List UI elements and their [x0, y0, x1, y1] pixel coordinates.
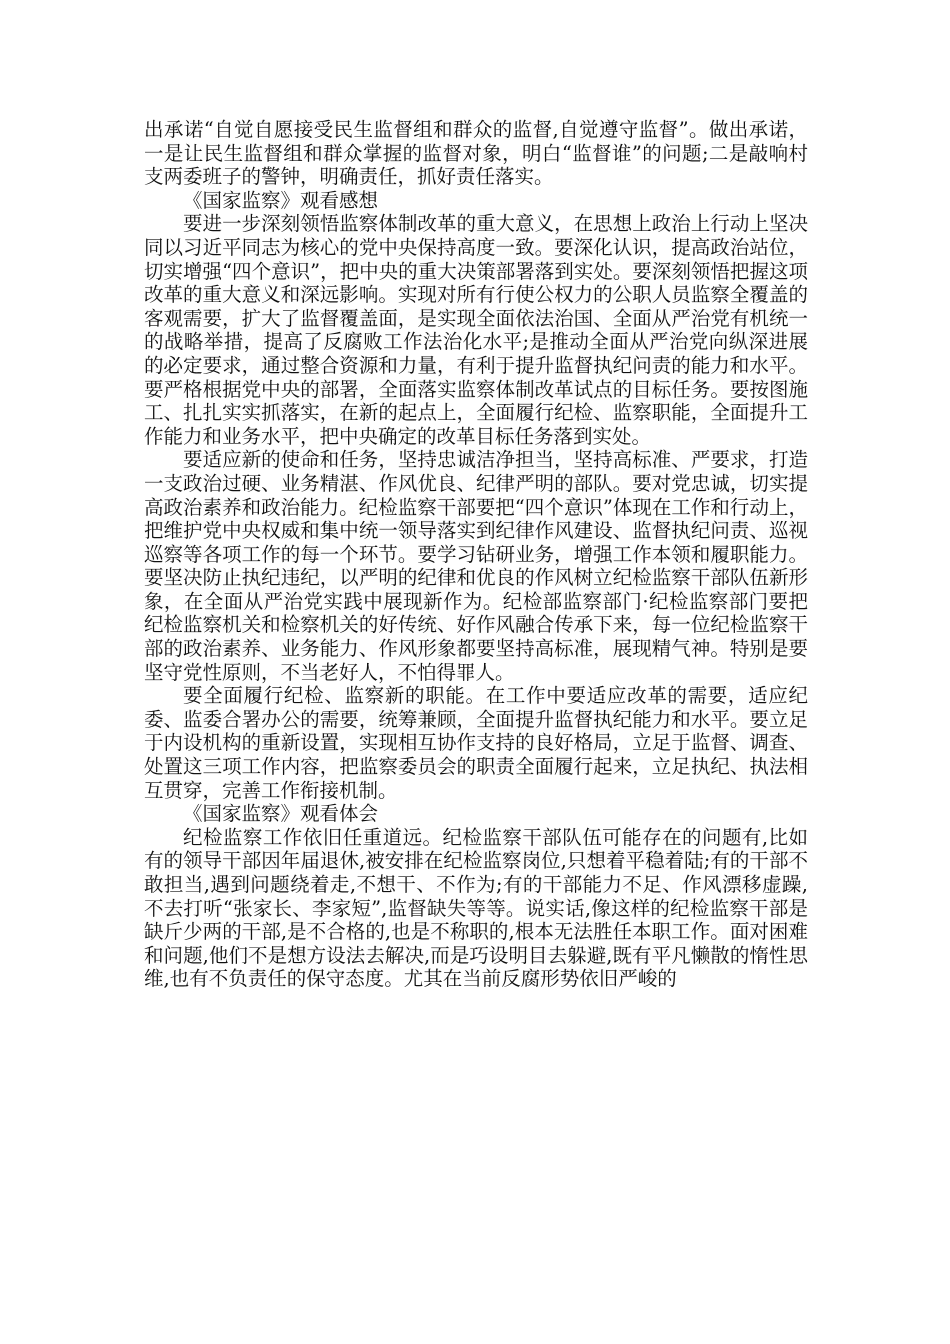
- paragraph: 出承诺“自觉自愿接受民生监督组和群众的监督,自觉遵守监督”。做出承诺，一是让民生监督组和群众掌握的监督对象，明白“监督谁”的问题;二是敲响村支两委班子的警钟，明确责任，抓好责任落实。: [144, 118, 808, 189]
- section-heading: 《国家监察》观看体会: [183, 802, 379, 826]
- section-heading: 《国家监察》观看感想: [183, 188, 379, 212]
- paragraph: 要适应新的使命和任务，坚持忠诚洁净担当，坚持高标准、严要求，打造一支政治过硬、业务精湛、作风优良、纪律严明的部队。要对党忠诚，切实提高政治素养和政治能力。纪检监察干部要把“四个意识”体现在工作和行动上，把维护党中央权威和集中统一领导落实到纪律作风建设、监督执纪问责、巡视巡察等各项工作的每一个环节。要学习钻研业务，增强工作本领和履职能力。要坚决防止执纪违纪，以严明的纪律和优良的作风树立纪检监察干部队伍新形象，在全面从严治党实践中展现新作为。纪检部监察部门·纪检监察部门要把纪检监察机关和检察机关的好传统、好作风融合传承下来，每一位纪检监察干部的政治素养、业务能力、作风形象都要坚持高标准，展现精气神。特别是要坚守党性原则，不当老好人，不怕得罪人。: [144, 448, 808, 684]
- paragraph: 纪检监察工作依旧任重道远。纪检监察干部队伍可能存在的问题有,比如有的领导干部因年届退休,被安排在纪检监察岗位,只想着平稳着陆;有的干部不敢担当,遇到问题绕着走,不想干、不作为;有的干部能力不足、作风漂移虚躁,不去打听“张家长、李家短”,监督缺失等等。说实话,像这样的纪检监察干部是缺斤少两的干部,是不合格的,也是不称职的,根本无法胜任本职工作。面对困难和问题,他们不是想方设法去解决,而是巧设明目去躲避,既有平凡懒散的惰性思维,也有不负责任的保守态度。尤其在当前反腐形势依旧严峻的: [144, 825, 808, 991]
- document-page: [144, 118, 808, 991]
- paragraph: 要全面履行纪检、监察新的职能。在工作中要适应改革的需要，适应纪委、监委合署办公的需要，统筹兼顾，全面提升监督执纪能力和水平。要立足于内设机构的重新设置，实现相互协作支持的良好格局，立足于监督、调查、处置这三项工作内容，把监察委员会的职责全面履行起来，立足执纪、执法相互贯穿，完善工作衔接机制。: [144, 684, 808, 802]
- paragraph: 要进一步深刻领悟监察体制改革的重大意义，在思想上政治上行动上坚决同以习近平同志为核心的党中央保持高度一致。要深化认识，提高政治站位，切实增强“四个意识”，把中央的重大决策部署落到实处。要深刻领悟把握这项改革的重大意义和深远影响。实现对所有行使公权力的公职人员监察全覆盖的客观需要，扩大了监督覆盖面，是实现全面依法治国、全面从严治党有机统一的战略举措，提高了反腐败工作法治化水平;是推动全面从严治党向纵深进展的必定要求，通过整合资源和力量，有利于提升监督执纪问责的能力和水平。要严格根据党中央的部署，全面落实监察体制改革试点的目标任务。要按图施工、扎扎实实抓落实，在新的起点上，全面履行纪检、监察职能，全面提升工作能力和业务水平，把中央确定的改革目标任务落到实处。: [144, 212, 808, 448]
